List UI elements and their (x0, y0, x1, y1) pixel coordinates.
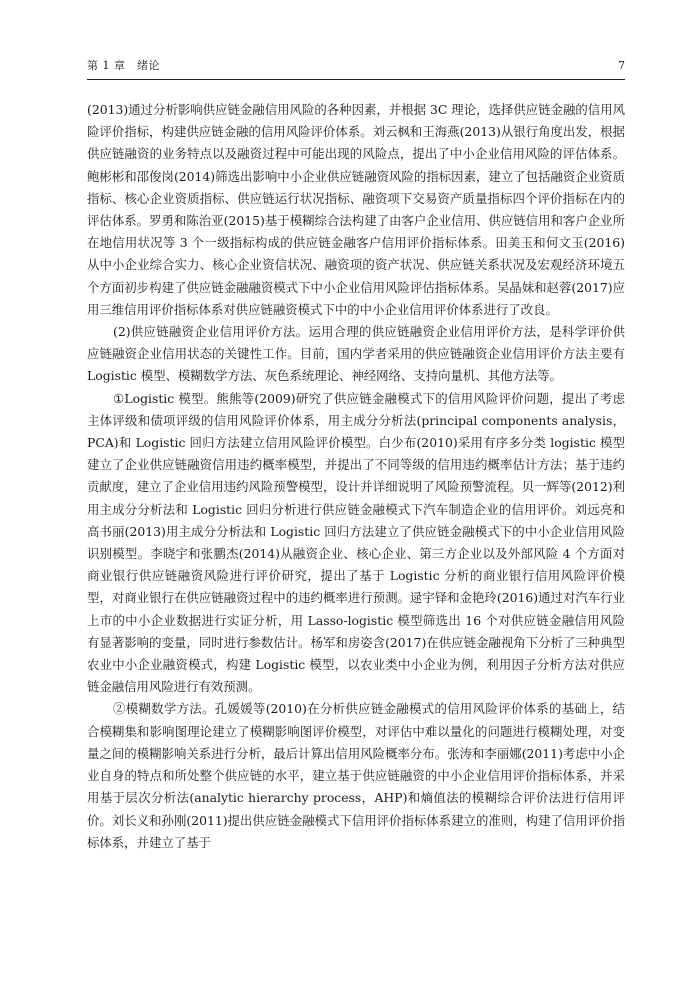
paragraph-continued: (2013)通过分析影响供应链金融信用风险的各种因素，并根据 3C 理论，选择供应链金融的信用风险评价指标，构建供应链金融的信用风险评价体系。刘云枫和王海燕(2013)从银行角度出发，根据供应链融资的业务特点以及融资过程中可能出现的风险点，提出了中小企业信用风险的评估体系。鲍彬彬和邵俊岗(2014)筛选出影响中小企业供应链融资风险的指标因素，建立了包括融资企业资质指标、核心企业资质指标、供应链运行状况指标、融资项下交易资产质量指标四个评价指标在内的评估体系。罗勇和陈治亚(2015)基于模糊综合法构建了由客户企业信用、供应链信用和客户企业所在地信用状况等 3 个一级指标构成的供应链金融客户信用评价指标体系。田美玉和何文玉(2016)从中小企业综合实力、核心企业资信状况、融资项的资产状况、供应链关系状况及宏观经济环境五个方面初步构建了供应链金融融资模式下中小企业信用风险评估指标体系。吴晶妹和赵蓉(2017)应用三维信用评价指标体系对供应链融资模式下中的中小企业信用评价体系进行了改良。 (87, 102, 625, 317)
header-rule (87, 79, 625, 80)
running-header (87, 56, 625, 76)
chapter-label: 第 1 章 绪论 (87, 59, 160, 72)
paragraph-logistic-model: ①Logistic 模型。熊熊等(2009)研究了供应链金融模式下的信用风险评价问题，提出了考虑主体评级和债项评级的信用风险评价体系，用主成分分析法(principal components analysis，PCA)和 Logistic 回归方法建立信用风险评价模型。白少布(2010)采用有序多分类 logistic 模型建立了企业供应链融资信用违约概率模型，并提出了不同等级的信用违约概率估计方法；基于违约贡献度，建立了企业信用违约风险预警模型，设计并详细说明了风险预警流程。贝一辉等(2012)利用主成分分析法和 Logistic 回归分析进行供应链金融模式下汽车制造企业的信用评价。刘远亮和高书丽(2013)用主成分分析法和 Logistic 回归方法建立了供应链金融模式下的中小企业信用风险识别模型。李晓宇和张鹏杰(2014)从融资企业、核心企业、第三方企业以及外部风险 4 个方面对商业银行供应链融资风险进行评价研究，提出了基于 Logistic 分析的商业银行信用风险评价模型，对商业银行在供应链融资过程中的违约概率进行预测。逯宇铎和金艳玲(2016)通过对汽车行业上市的中小企业数据进行实证分析，用 Lasso-logistic 模型筛选出 16 个对供应链金融信用风险有显著影响的变量，同时进行参数估计。杨军和房姿含(2017)在供应链金融视角下分析了三种典型农业中小企业融资模式，构建 Logistic 模型，以农业类中小企业为例，利用因子分析方法对供应链金融信用风险进行有效预测。 (87, 390, 625, 695)
body-text (87, 99, 625, 854)
paragraph-fuzzy-math: ②模糊数学方法。孔媛媛等(2010)在分析供应链金融模式的信用风险评价体系的基础上，结合模糊集和影响图理论建立了模糊影响图评价模型，对评估中难以量化的问题进行模糊处理，对变量之间的模糊影响关系进行分析，最后计算出信用风险概率分布。张涛和李丽娜(2011)考虑中小企业自身的特点和所处整个供应链的水平，建立基于供应链融资的中小企业信用评价指标体系，并采用基于层次分析法(analytic hierarchy process，AHP)和熵值法的模糊综合评价法进行信用评价。刘长义和孙刚(2011)提出供应链金融模式下信用评价指标体系建立的准则，构建了信用评价指标体系，并建立了基于 (87, 701, 625, 850)
paragraph-credit-methods: (2)供应链融资企业信用评价方法。运用合理的供应链融资企业信用评价方法，是科学评价供应链融资企业信用状态的关键性工作。目前，国内学者采用的供应链融资企业信用评价方法主要有 Logistic 模型、模糊数学方法、灰色系统理论、神经网络、支持向量机、其他方法等。 (87, 324, 625, 384)
page-number: 7 (618, 59, 625, 72)
